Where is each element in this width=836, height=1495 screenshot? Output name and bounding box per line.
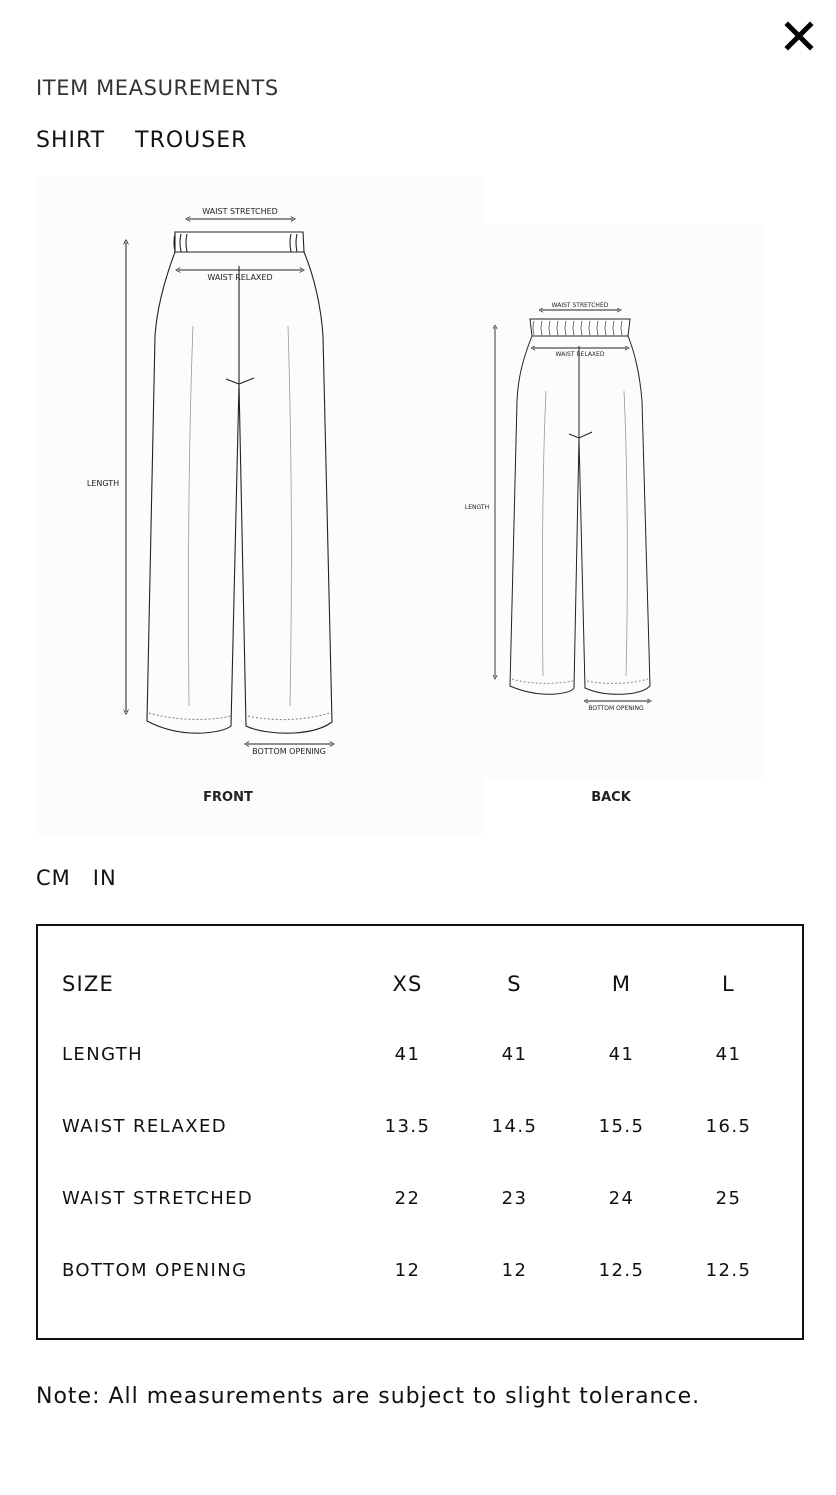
table-cell: 12 xyxy=(394,1259,421,1281)
tolerance-note: Note: All measurements are subject to slight tolerance. xyxy=(36,1384,701,1409)
table-cell: 16.5 xyxy=(705,1115,752,1137)
header-size-l: L xyxy=(722,972,735,996)
header-size-s: S xyxy=(507,972,522,996)
row-label: BOTTOM OPENING xyxy=(62,1259,248,1281)
table-cell: 41 xyxy=(394,1043,421,1065)
close-icon xyxy=(781,18,817,54)
table-cell: 41 xyxy=(715,1043,742,1065)
table-row xyxy=(62,1090,782,1162)
table-cell: 15.5 xyxy=(598,1115,645,1137)
modal-title: ITEM MEASUREMENTS xyxy=(36,76,279,100)
table-cell: 12.5 xyxy=(598,1259,645,1281)
garment-tabs xyxy=(36,128,247,153)
row-label: LENGTH xyxy=(62,1043,144,1065)
front-length-label: LENGTH xyxy=(86,479,120,488)
close-button[interactable] xyxy=(781,18,817,54)
table-cell: 12 xyxy=(501,1259,528,1281)
front-waist-relaxed-label: WAIST RELAXED xyxy=(207,273,273,282)
table-cell: 25 xyxy=(715,1187,742,1209)
table-cell: 24 xyxy=(608,1187,635,1209)
back-panel-bg xyxy=(484,224,764,779)
header-size-m: M xyxy=(611,972,632,996)
back-bottom-opening-label: BOTTOM OPENING xyxy=(588,705,644,712)
table-header-row xyxy=(62,954,782,1018)
back-caption: BACK xyxy=(591,790,631,805)
back-length-label: LENGTH xyxy=(464,504,490,511)
unit-tab-cm[interactable]: CM xyxy=(36,866,71,890)
trouser-measurement-diagram xyxy=(36,176,800,836)
size-chart xyxy=(36,924,804,1340)
back-waist-relaxed-label: WAIST RELAXED xyxy=(555,351,605,358)
table-cell: 12.5 xyxy=(705,1259,752,1281)
tab-trouser[interactable]: TROUSER xyxy=(135,128,248,153)
table-row xyxy=(62,1234,782,1306)
table-cell: 41 xyxy=(501,1043,528,1065)
front-waist-stretched-label: WAIST STRETCHED xyxy=(202,207,278,216)
table-cell: 22 xyxy=(394,1187,421,1209)
row-label: WAIST RELAXED xyxy=(62,1115,227,1137)
table-cell: 13.5 xyxy=(384,1115,431,1137)
header-size: SIZE xyxy=(62,972,114,996)
table-cell: 14.5 xyxy=(491,1115,538,1137)
row-label: WAIST STRETCHED xyxy=(62,1187,254,1209)
tab-shirt[interactable]: SHIRT xyxy=(36,128,106,153)
unit-tabs xyxy=(36,866,117,890)
header-size-xs: XS xyxy=(392,972,423,996)
unit-tab-in[interactable]: IN xyxy=(92,866,117,890)
front-bottom-opening-label: BOTTOM OPENING xyxy=(252,747,326,756)
table-row xyxy=(62,1162,782,1234)
front-caption: FRONT xyxy=(203,790,253,805)
table-cell: 23 xyxy=(501,1187,528,1209)
table-row xyxy=(62,1018,782,1090)
table-cell: 41 xyxy=(608,1043,635,1065)
back-waist-stretched-label: WAIST STRETCHED xyxy=(551,302,609,309)
size-table xyxy=(62,954,782,1306)
